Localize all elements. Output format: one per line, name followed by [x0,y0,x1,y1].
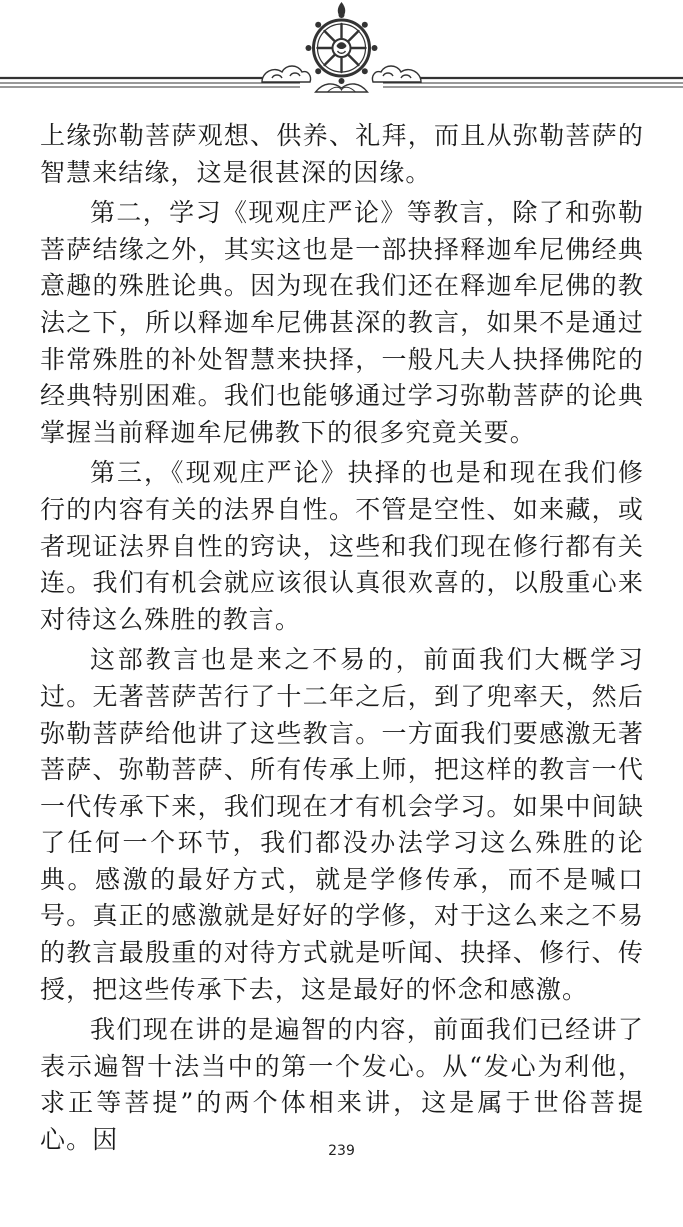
cloud-ornament-right-icon [372,66,421,82]
paragraph: 第三，《现观庄严论》抉择的也是和现在我们修行的内容有关的法界自性。不管是空性、如来藏，或者现证法界自性的窍诀，这些和我们现在修行都有关连。我们有机会就应该很认真很欢喜的，以殷重心来对待这么殊胜的教言。 [40,458,644,634]
paragraph: 上缘弥勒菩萨观想、供养、礼拜，而且从弥勒菩萨的智慧来结缘，这是很甚深的因缘。 [40,121,644,187]
page-number: 239 [328,1143,355,1159]
page-header [0,0,683,100]
paragraph: 第二，学习《现观庄严论》等教言，除了和弥勒菩萨结缘之外，其实这也是一部抉择释迦牟尼佛经典意趣的殊胜论典。因为现在我们还在释迦牟尼佛的教法之下，所以释迦牟尼佛甚深的教言，如果不是通过非常殊胜的补处智慧来抉择，一般凡夫人抉择佛陀的经典特别困难。我们也能够通过学习弥勒菩萨的论典掌握当前释迦牟尼佛教下的很多究竟关要。 [40,198,644,447]
page-body [40,118,644,1163]
header-ornament [0,0,683,100]
paragraph: 我们现在讲的是遍智的内容，前面我们已经讲了表示遍智十法当中的第一个发心。从“发心为利他，求正等菩提”的两个体相来讲，这是属于世俗菩提心。因 [40,1015,644,1155]
cloud-ornament-left-icon [262,66,311,82]
paragraph: 这部教言也是来之不易的，前面我们大概学习过。无著菩萨苦行了十二年之后，到了兜率天，然后弥勒菩萨给他讲了这些教言。一方面我们要感激无著菩萨、弥勒菩萨、所有传承上师，把这样的教言一代一代传承下来，我们现在才有机会学习。如果中间缺了任何一个环节，我们都没办法学习这么殊胜的论典。感激的最好方式，就是学修传承，而不是喊口号。真正的感激就是好好的学修，对于这么来之不易的教言最殷重的对待方式就是听闻、抉择、修行、传授，把这些传承下去，这是最好的怀念和感激。 [40,645,644,1004]
dharma-wheel-icon [306,2,378,92]
